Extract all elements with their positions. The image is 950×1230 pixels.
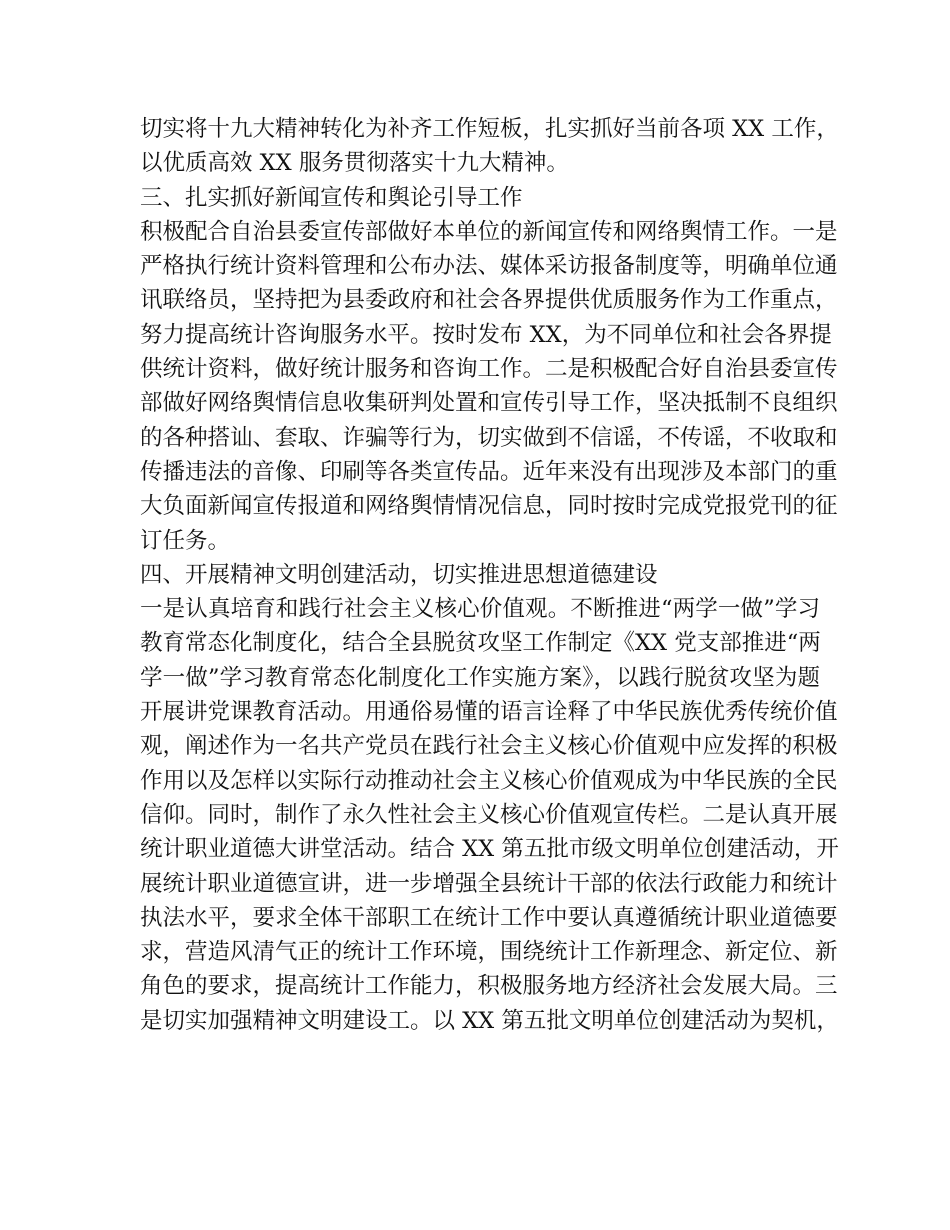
text-line: 大负面新闻宣传报道和网络舆情情况信息，同时按时完成党报党刊的征: [140, 493, 838, 520]
text-line: 部做好网络舆情信息收集研判处置和宣传引导工作，坚决抵制不良组织: [140, 390, 838, 417]
text-line: 求，营造风清气正的统计工作环境，围绕统计工作新理念、新定位、新: [140, 939, 838, 966]
text-line: 讯联络员，坚持把为县委政府和社会各界提供优质服务作为工作重点，: [140, 287, 838, 314]
text-line: 执法水平，要求全体干部职工在统计工作中要认真遵循统计职业道德要: [140, 904, 838, 931]
text-line: 切实将十九大精神转化为补齐工作短板，扎实抓好当前各项 XX 工作，: [140, 116, 839, 142]
text-line: 学一做”学习教育常态化制度化工作实施方案》，以践行脱贫攻坚为题: [140, 664, 820, 691]
document-body: [140, 112, 839, 1038]
text-line: 观，阐述作为一名共产党员在践行社会主义核心价值观中应发挥的积极: [140, 733, 838, 760]
text-line: 的各种搭讪、套取、诈骗等行为，切实做到不信谣，不传谣，不收取和: [140, 424, 838, 451]
text-line: 以优质高效 XX 服务贯彻落实十九大精神。: [140, 150, 569, 177]
text-line: 作用以及怎样以实际行动推动社会主义核心价值观成为中华民族的全民: [140, 767, 838, 794]
text-line: 是切实加强精神文明建设工。以 XX 第五批文明单位创建活动为契机，: [140, 1007, 839, 1034]
text-line: 信仰。同时，制作了永久性社会主义核心价值观宣传栏。二是认真开展: [140, 801, 838, 828]
text-line: 教育常态化制度化，结合全县脱贫攻坚工作制定《XX 党支部推进“两: [140, 630, 821, 657]
text-line: 严格执行统计资料管理和公布办法、媒体采访报备制度等，明确单位通: [140, 253, 838, 280]
text-line: 积极配合自治县委宣传部做好本单位的新闻宣传和网络舆情工作。一是: [140, 218, 838, 245]
section-heading: 四、开展精神文明创建活动，切实推进思想道德建设: [140, 561, 658, 588]
text-line: 一是认真培育和践行社会主义核心价值观。不断推进“两学一做”学习: [140, 596, 820, 623]
section-heading: 三、扎实抓好新闻宣传和舆论引导工作: [140, 184, 523, 211]
text-line: 角色的要求，提高统计工作能力，积极服务地方经济社会发展大局。三: [140, 973, 838, 1000]
text-line: 传播违法的音像、印刷等各类宣传品。近年来没有出现涉及本部门的重: [140, 458, 838, 485]
text-line: 开展讲党课教育活动。用通俗易懂的语言诠释了中华民族优秀传统价值: [140, 699, 838, 726]
text-line: 订任务。: [140, 527, 231, 554]
text-line: 供统计资料，做好统计服务和咨询工作。二是积极配合好自治县委宣传: [140, 356, 838, 383]
text-line: 努力提高统计咨询服务水平。按时发布 XX，为不同单位和社会各界提: [140, 321, 832, 348]
text-line: 展统计职业道德宣讲，进一步增强全县统计干部的依法行政能力和统计: [140, 870, 838, 897]
text-line: 统计职业道德大讲堂活动。结合 XX 第五批市级文明单位创建活动，开: [140, 836, 839, 863]
